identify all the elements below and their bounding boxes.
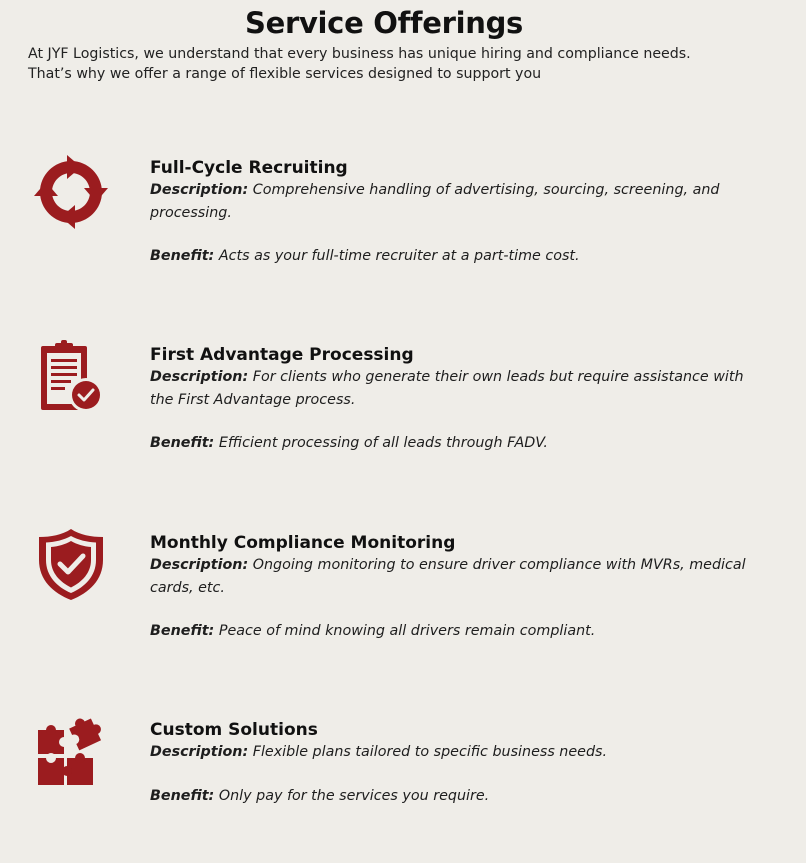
description-label: Description: [150, 369, 249, 385]
description-label: Description: [150, 557, 249, 573]
description-text: Comprehensive handling of advertising, sourcing, screening, and processing. [150, 182, 720, 221]
shield-check-icon [34, 528, 108, 602]
description-label: Description: [150, 182, 249, 198]
service-title: Full-Cycle Recruiting [150, 158, 348, 178]
clipboard-check-icon [34, 340, 108, 414]
page-title: Service Offerings [244, 6, 524, 40]
service-benefit [150, 620, 750, 643]
service-description [150, 179, 750, 224]
description-text: For clients who generate their own leads but require assistance with the First Advantage process. [150, 369, 744, 408]
benefit-label: Benefit: [150, 248, 215, 264]
description-text: Ongoing monitoring to ensure driver compliance with MVRs, medical cards, etc. [150, 557, 746, 596]
benefit-label: Benefit: [150, 623, 215, 639]
benefit-text: Peace of mind knowing all drivers remain compliant. [218, 623, 596, 639]
service-description [150, 554, 750, 599]
cycle-arrows-icon [34, 155, 108, 229]
benefit-text: Efficient processing of all leads through FADV. [218, 435, 548, 451]
service-description [150, 741, 750, 764]
benefit-text: Acts as your full-time recruiter at a part-time cost. [218, 248, 580, 264]
service-benefit [150, 785, 750, 808]
service-title: First Advantage Processing [150, 345, 414, 365]
benefit-label: Benefit: [150, 787, 215, 804]
service-title: Monthly Compliance Monitoring [150, 533, 456, 553]
description-label: Description: [150, 744, 249, 760]
service-benefit [150, 432, 750, 455]
service-title: Custom Solutions [150, 720, 318, 740]
intro-text: At JYF Logistics, we understand that every business has unique hiring and compliance needs. That’s why we offer a range of flexible services designed to support you [28, 46, 691, 82]
service-benefit [150, 245, 750, 268]
benefit-label: Benefit: [150, 435, 215, 451]
description-text: Flexible plans tailored to specific business needs. [252, 744, 608, 760]
service-description [150, 366, 750, 411]
benefit-text: Only pay for the services you require. [218, 787, 490, 804]
puzzle-pieces-icon [34, 716, 108, 790]
